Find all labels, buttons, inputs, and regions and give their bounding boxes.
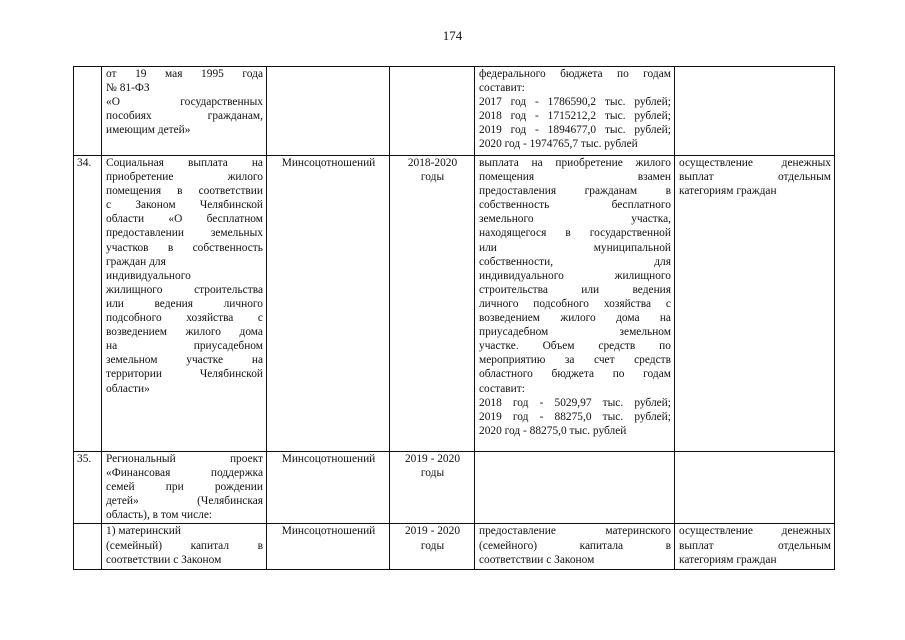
description [475,452,675,524]
measure-name-line: 1) материнский [106,525,181,538]
description-line: областного бюджета по годам [479,368,671,381]
measure-name-line: индивидуального [106,269,191,282]
description-line: 2020 год - 1974765,7 тыс. рублей [479,138,638,151]
measure-name-line: области «О бесплатном [106,213,263,226]
description-line: возведением жилого дома на [479,312,671,325]
expected-result-line: категориям граждан [679,185,777,198]
table-body [74,67,835,570]
table-row [74,452,835,524]
expected-result [675,67,835,156]
description-line: соответствии с Законом [479,553,595,566]
measure-name-line: предоставлении земельных [106,227,263,240]
description-line: земельного участка, [479,213,671,226]
description-line: федерального бюджета по годам [479,68,671,80]
measure-name-line: территории Челябинской [106,368,263,381]
period [390,67,475,156]
measure-name [102,524,267,570]
row-number [74,67,102,156]
agency: Минсоцотношений [267,156,390,452]
expected-result [675,156,835,452]
row-number: 34. [74,156,102,452]
table-viewport [73,66,905,575]
agency [267,67,390,156]
measures-table [73,66,835,570]
description [475,156,675,452]
agency: Минсоцотношений [267,524,390,570]
measure-name-line: участков в собственность [106,241,263,254]
measure-name-line: соответствии с Законом [106,553,222,566]
measure-name-line: «О государственных [106,96,263,109]
period: 2018-2020 годы [390,156,475,452]
agency: Минсоцотношений [267,452,390,524]
measure-name-line: семей при рождении [106,481,263,494]
measure-name-line: Социальная выплата на [106,157,263,169]
description-line: 2019 год - 88275,0 тыс. рублей; [479,410,671,423]
expected-result-line: осуществление денежных [679,525,831,538]
expected-result-line: выплат отдельным [679,539,831,552]
description-line: выплата на приобретение жилого [479,157,671,169]
measure-name-line: на приусадебном [106,340,263,353]
description-line: собственность бесплатного [479,199,671,212]
measure-name-line: возведением жилого дома [106,326,263,339]
description-line: 2018 год - 1715212,2 тыс. рублей; [479,110,671,123]
table-row [74,156,835,452]
description-line: строительства или ведения [479,283,671,296]
measure-name-line: от 19 мая 1995 года [106,68,263,80]
description-line: 2017 год - 1786590,2 тыс. рублей; [479,96,671,109]
measure-name [102,156,267,452]
description [475,524,675,570]
measure-name-line: с Законом Челябинской [106,199,263,212]
measure-name-line: детей» (Челябинская [106,495,263,508]
row-number: 35. [74,452,102,524]
description-line: мероприятию за счет средств [479,354,671,367]
measure-name-line: жилищного строительства [106,283,263,296]
measure-name-line: имеющим детей» [106,124,191,137]
description-line: предоставление материнского [479,525,671,538]
expected-result-line: выплат отдельным [679,171,831,184]
table-row [74,524,835,570]
description-line: (семейного) капитала в [479,539,671,552]
measure-name [102,67,267,156]
measure-name-line: «Финансовая поддержка [106,467,263,480]
measure-name-line: или ведения личного [106,297,263,310]
description-line: составит: [479,382,525,395]
measure-name-line: № 81-ФЗ [106,82,150,95]
measure-name-line: земельном участке на [106,354,263,367]
description [475,67,675,156]
description-line: или муниципальной [479,241,671,254]
measure-name-line: приобретение жилого [106,171,263,184]
description-line: индивидуального жилищного [479,269,671,282]
expected-result-line: осуществление денежных [679,157,831,169]
expected-result-line: категориям граждан [679,553,777,566]
description-line: личного подсобного хозяйства с [479,297,671,310]
description-line: находящегося в государственной [479,227,671,240]
measure-name-line: помещения в соответствии [106,185,263,198]
description-line: приусадебном земельном [479,326,671,339]
measure-name-line: область), в том числе: [106,509,213,522]
description-line: собственности, для [479,255,671,268]
measure-name-line: Региональный проект [106,453,263,465]
measure-name-line: граждан для [106,255,166,268]
measure-name-line: области» [106,382,150,395]
description-line: участке. Объем средств по [479,340,671,353]
measure-name-line: подсобного хозяйства с [106,312,263,325]
description-line: 2018 год - 5029,97 тыс. рублей; [479,396,671,409]
row-number [74,524,102,570]
period: 2019 - 2020 годы [390,452,475,524]
description-line: составит: [479,82,525,95]
description-line: предоставления гражданам в [479,185,671,198]
period: 2019 - 2020 годы [390,524,475,570]
description-line: помещения взамен [479,171,671,184]
description-line: 2020 год - 88275,0 тыс. рублей [479,424,627,437]
expected-result [675,524,835,570]
measure-name [102,452,267,524]
table-row [74,67,835,156]
description-line: 2019 год - 1894677,0 тыс. рублей; [479,124,671,137]
measure-name-line: (семейный) капитал в [106,539,263,552]
page-number: 174 [442,28,463,43]
expected-result [675,452,835,524]
measure-name-line: пособиях гражданам, [106,110,263,123]
